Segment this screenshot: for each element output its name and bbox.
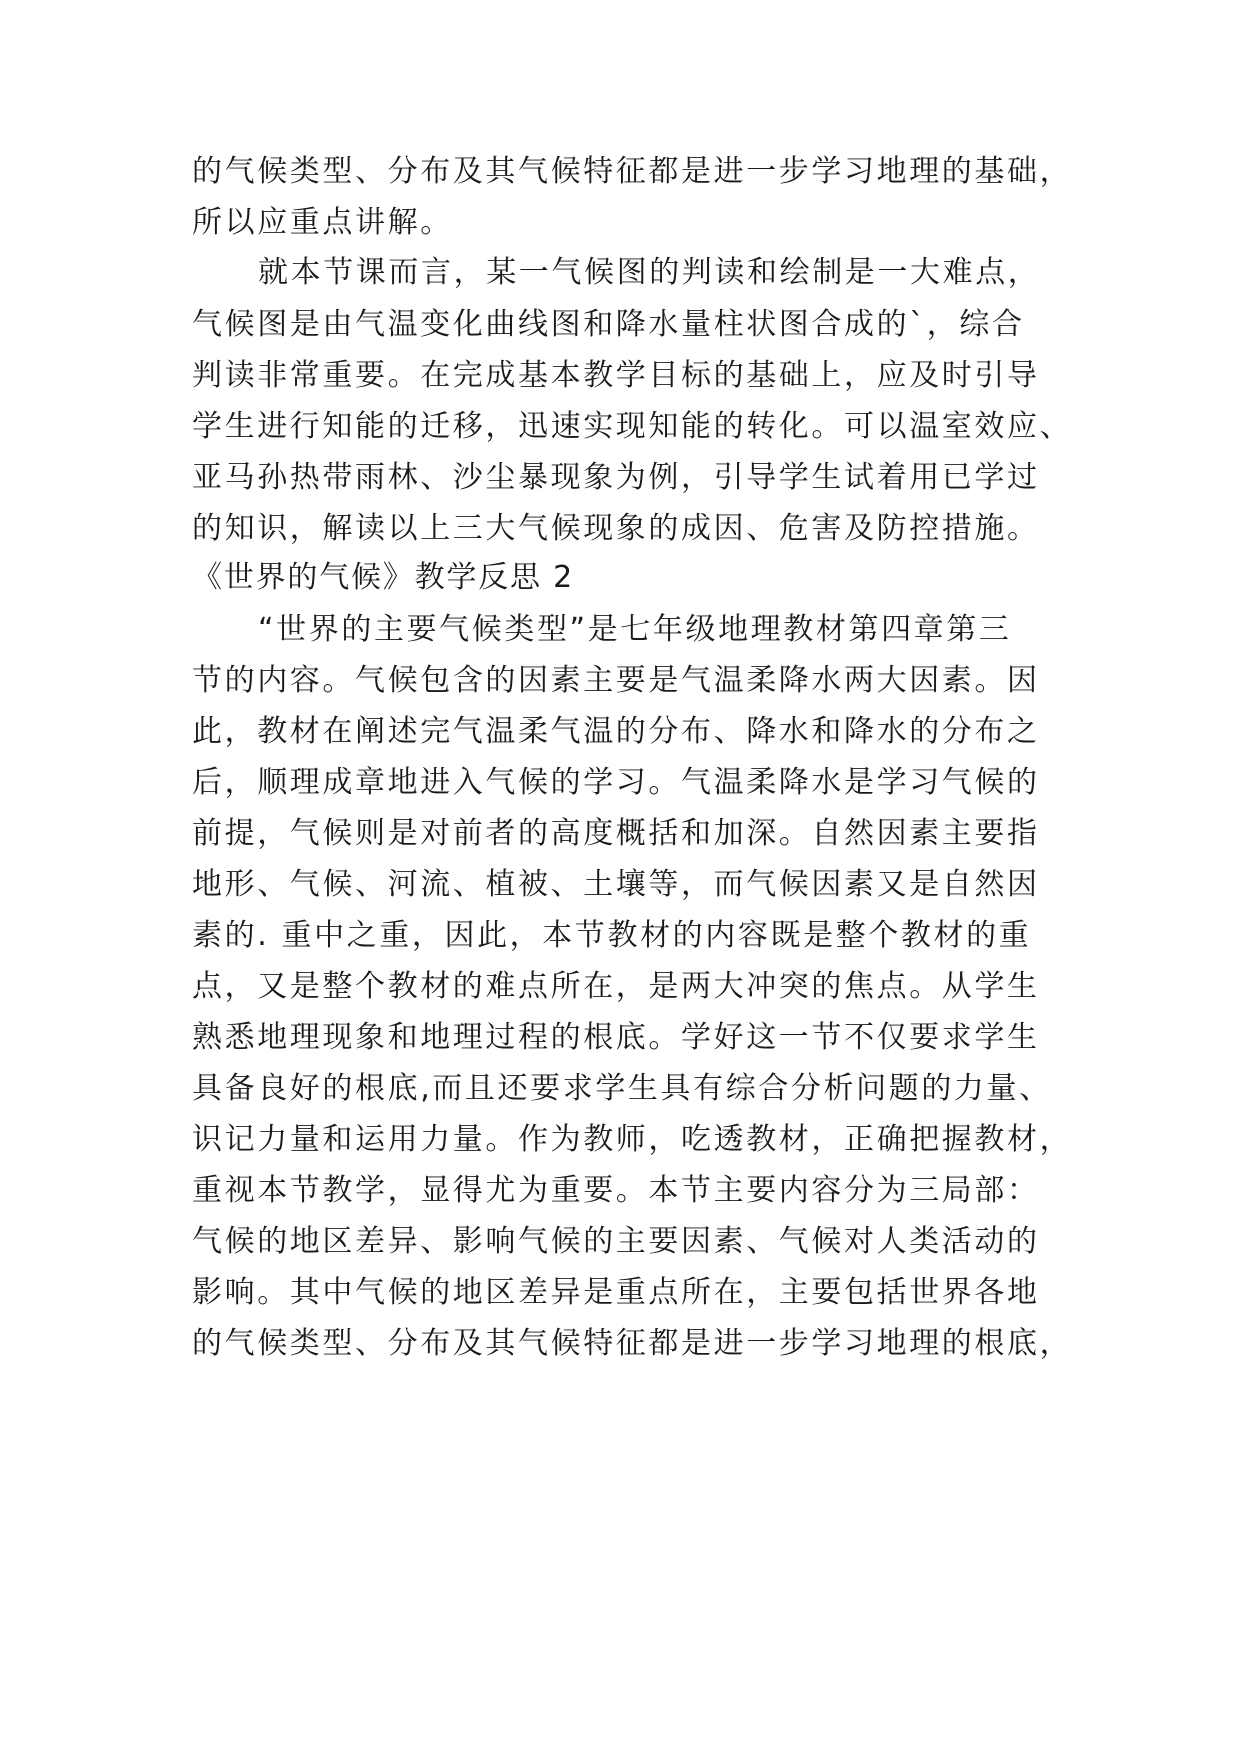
paragraph-line: 点，又是整个教材的难点所在，是两大冲突的焦点。从学生 [192,969,1040,1004]
paragraph-line: 地形、气候、河流、植被、土壤等，而气候因素又是自然因 [192,867,1040,902]
paragraph-line: 的知识，解读以上三大气候现象的成因、危害及防控措施。 [192,511,1040,546]
paragraph-line: 后，顺理成章地进入气候的学习。气温柔降水是学习气候的 [192,765,1040,800]
section-heading: 《世界的气候》教学反思 2 [192,560,575,595]
paragraph-line: 所以应重点讲解。 [192,205,453,240]
paragraph-line: 识记力量和运用力量。作为教师，吃透教材，正确把握教材， [192,1122,1073,1157]
paragraph-line: 重视本节教学，显得尤为重要。本节主要内容分为三局部： [192,1173,1040,1208]
paragraph-line: 的气候类型、分布及其气候特征都是进一步学习地理的根底， [192,1326,1073,1361]
paragraph-line: 此，教材在阐述完气温柔气温的分布、降水和降水的分布之 [192,714,1040,749]
paragraph-line: 亚马孙热带雨林、沙尘暴现象为例，引导学生试着用已学过 [192,460,1040,495]
paragraph-line: 素的. 重中之重，因此，本节教材的内容既是整个教材的重 [192,918,1032,953]
paragraph-line: 就本节课而言，某一气候图的判读和绘制是一大难点， [258,255,1041,290]
paragraph-line: 前提，气候则是对前者的高度概括和加深。自然因素主要指 [192,816,1040,851]
paragraph-line: 熟悉地理现象和地理过程的根底。学好这一节不仅要求学生 [192,1020,1040,1055]
paragraph-line: 气候图是由气温变化曲线图和降水量柱状图合成的`，综合 [192,307,1025,342]
paragraph-line: 具备良好的根底,而且还要求学生具有综合分析问题的力量、 [192,1071,1052,1106]
paragraph-line: 影响。其中气候的地区差异是重点所在，主要包括世界各地 [192,1275,1040,1310]
paragraph-line: 节的内容。气候包含的因素主要是气温柔降水两大因素。因 [192,663,1040,698]
paragraph-line: 学生进行知能的迁移，迅速实现知能的转化。可以温室效应、 [192,409,1073,444]
paragraph-line: 的气候类型、分布及其气候特征都是进一步学习地理的基础， [192,154,1073,189]
paragraph-line: 判读非常重要。在完成基本教学目标的基础上，应及时引导 [192,358,1040,393]
paragraph-line: 气候的地区差异、影响气候的主要因素、气候对人类活动的 [192,1224,1040,1259]
paragraph-line: “世界的主要气候类型”是七年级地理教材第四章第三 [258,612,1012,647]
